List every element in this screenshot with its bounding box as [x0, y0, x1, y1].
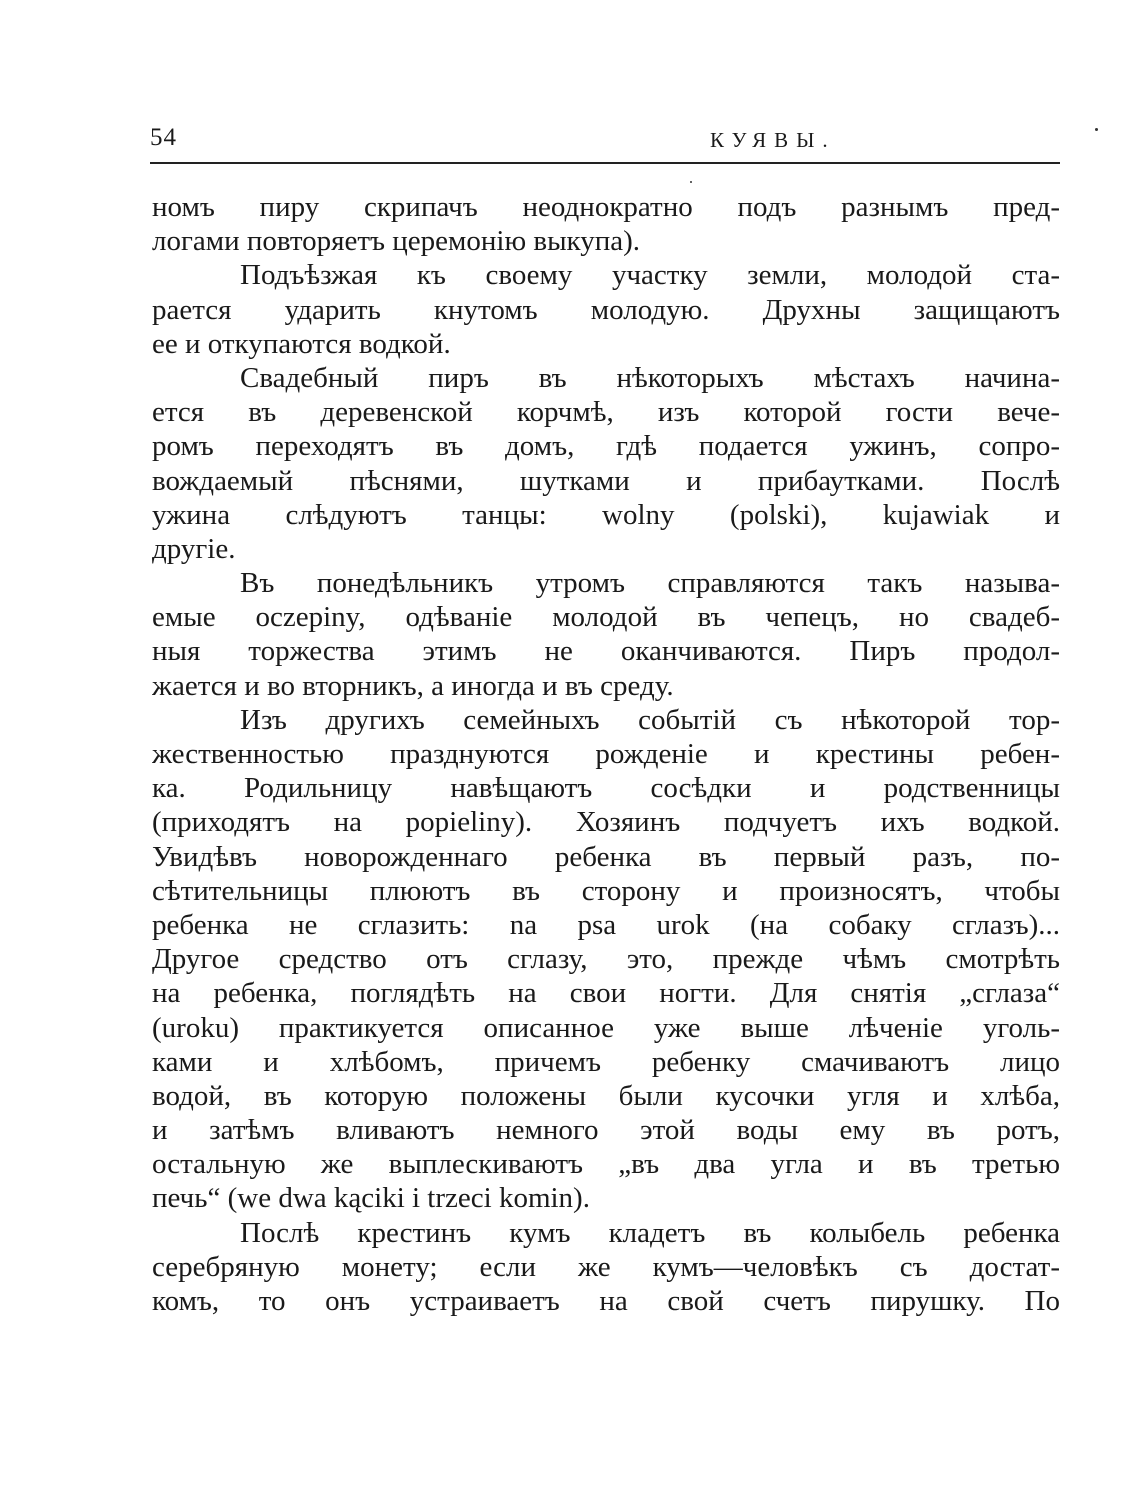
running-title: КУЯВЫ. — [710, 128, 836, 152]
text-line: жается и во вторникъ, а иногда и въ среду. — [152, 669, 674, 702]
text-line: Подъѣзжая къ своему участку земли, молодой ста- — [240, 259, 1060, 292]
print-speck — [690, 181, 692, 183]
header-rule — [150, 162, 1060, 164]
text-line: рается ударить кнутомъ молодую. Друхны защищаютъ — [152, 293, 1060, 326]
text-line: остальную же выплескиваютъ „въ два угла и въ третью — [152, 1148, 1060, 1181]
text-line: печь“ (we dwa kąciki i trzeci komin). — [152, 1182, 590, 1215]
text-line: логами повторяетъ церемонію выкупа). — [152, 225, 641, 258]
text-line: Послѣ крестинъ кумъ кладетъ въ колыбель ребенка — [240, 1216, 1060, 1249]
text-line: Увидѣвъ новорожденнаго ребенка въ первый разъ, по- — [152, 840, 1060, 873]
text-line: ется въ деревенской корчмѣ, изъ которой гости вече- — [152, 396, 1060, 429]
text-line: емые oczepiny, одѣваніе молодой въ чепецъ, но свадеб- — [152, 601, 1060, 634]
text-line: Другое средство отъ сглазу, это, прежде чѣмъ смотрѣть — [152, 943, 1060, 976]
text-line: Изъ другихъ семейныхъ событій съ нѣкоторой тор- — [240, 703, 1060, 736]
page-header — [150, 124, 1060, 160]
text-line: ее и откупаются водкой. — [152, 327, 451, 360]
text-line: (приходятъ на popieliny). Хозяинъ подчуетъ ихъ водкой. — [152, 806, 1060, 839]
text-line: ка. Родильницу навѣщаютъ сосѣдки и родственницы — [152, 772, 1060, 805]
text-line: ромъ переходятъ въ домъ, гдѣ подается ужинъ, сопро- — [152, 430, 1060, 463]
body-text — [152, 190, 1060, 1318]
text-line: сѣтительницы плюютъ въ сторону и произносятъ, чтобы — [152, 874, 1060, 907]
text-line: Свадебный пиръ въ нѣкоторыхъ мѣстахъ начина- — [240, 361, 1060, 394]
text-line: ужина слѣдуютъ танцы: wolny (polski), kujawiak и — [152, 498, 1060, 531]
text-line: другіе. — [152, 532, 236, 565]
text-line: на ребенка, поглядѣть на свои ногти. Для снятія „сглаза“ — [152, 977, 1060, 1010]
text-line: номъ пиру скрипачъ неоднократно подъ разнымъ пред- — [152, 191, 1060, 223]
text-line: ками и хлѣбомъ, причемъ ребенку смачиваютъ лицо — [152, 1045, 1060, 1078]
text-line: комъ, то онъ устраиваетъ на свой счетъ пирушку. По — [152, 1285, 1060, 1317]
text-line: водой, въ которую положены были кусочки угля и хлѣба, — [152, 1079, 1060, 1112]
text-line: ребенка не сглазить: na psa urok (на собаку сглазъ)... — [152, 908, 1060, 941]
print-speck — [1095, 128, 1098, 131]
text-line: ныя торжества этимъ не оканчиваются. Пиръ продол- — [152, 635, 1060, 668]
page-number: 54 — [150, 124, 177, 151]
text-line: (uroku) практикуется описанное уже выше лѣченіе уголь- — [152, 1011, 1060, 1044]
text-line: и затѣмъ вливаютъ немного этой воды ему въ ротъ, — [152, 1114, 1060, 1147]
text-line: Въ понедѣльникъ утромъ справляются такъ называ- — [240, 567, 1060, 600]
text-line: жественностью празднуются рожденіе и крестины ребен- — [152, 738, 1060, 770]
text-line: серебряную монету; если же кумъ—человѣкъ съ достат- — [152, 1250, 1060, 1283]
text-line: вождаемый пѣснями, шутками и прибаутками. Послѣ — [152, 464, 1060, 497]
